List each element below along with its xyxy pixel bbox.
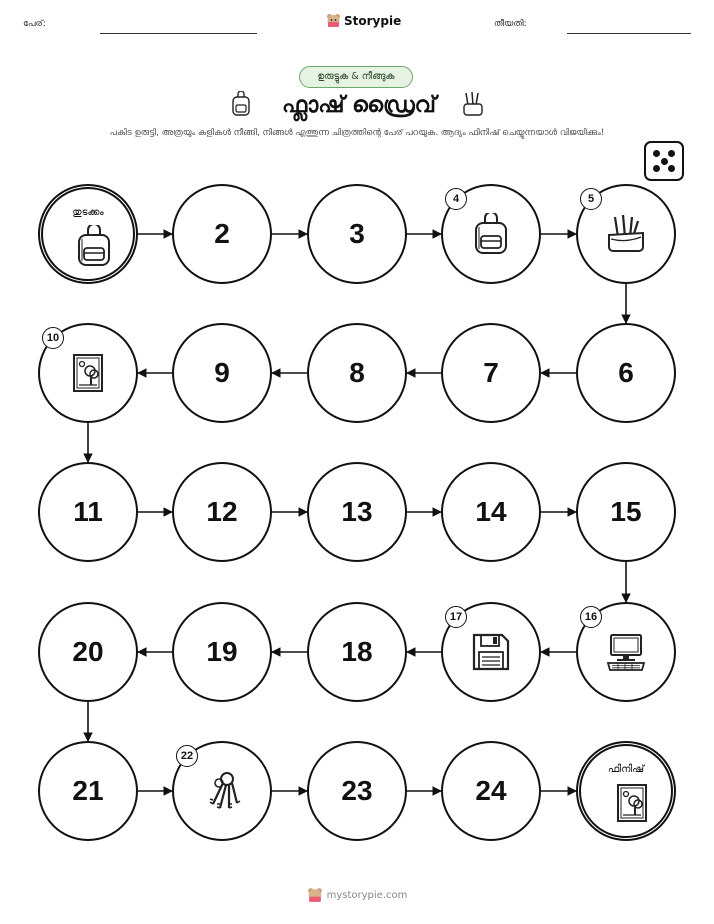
- space-number: 21: [72, 775, 104, 806]
- board-space[interactable]: [38, 462, 138, 562]
- space-number: 23: [341, 775, 373, 806]
- board-finish-space[interactable]: [576, 741, 676, 841]
- board-start-space[interactable]: [38, 184, 138, 284]
- board-space[interactable]: [307, 323, 407, 423]
- picture-icon: [67, 352, 109, 394]
- computer-icon: [605, 631, 647, 673]
- board-space[interactable]: [172, 184, 272, 284]
- title-text: ഫ്ലാഷ് ഡ്രൈവ്: [282, 93, 436, 118]
- space-number-badge: 22: [176, 745, 198, 767]
- footer-site: mystorypie.com: [326, 889, 408, 901]
- board-space[interactable]: [172, 741, 272, 841]
- space-number: 13: [341, 496, 373, 527]
- footer: [0, 887, 714, 903]
- date-label: തീയതി:: [494, 19, 527, 29]
- space-number: 7: [483, 357, 499, 388]
- board-space[interactable]: [307, 462, 407, 562]
- space-number: 19: [206, 636, 238, 667]
- board-space[interactable]: [441, 184, 541, 284]
- board-space[interactable]: [307, 741, 407, 841]
- game-type-pill: ഉരുട്ടുക & നീങ്ങുക: [299, 66, 413, 88]
- board-space[interactable]: [38, 741, 138, 841]
- space-number: 3: [349, 218, 365, 249]
- board-space[interactable]: [576, 602, 676, 702]
- space-number: 8: [349, 357, 365, 388]
- board-space[interactable]: [38, 323, 138, 423]
- space-number: 2: [214, 218, 230, 249]
- board-space[interactable]: [172, 462, 272, 562]
- keys-icon: [201, 770, 243, 812]
- board-space[interactable]: [172, 602, 272, 702]
- space-number: 9: [214, 357, 230, 388]
- board-space[interactable]: [576, 462, 676, 562]
- space-number-badge: 4: [445, 188, 467, 210]
- space-number: 24: [475, 775, 507, 806]
- space-number-badge: 17: [445, 606, 467, 628]
- board-space[interactable]: [172, 323, 272, 423]
- space-number: 20: [72, 636, 104, 667]
- backpack-icon: [470, 213, 512, 255]
- board-space[interactable]: [441, 741, 541, 841]
- bear-logo-icon: [307, 887, 323, 903]
- board-space[interactable]: [576, 323, 676, 423]
- space-number: 6: [618, 357, 634, 388]
- space-number: 12: [206, 496, 238, 527]
- space-number: 14: [475, 496, 507, 527]
- board-space[interactable]: [441, 602, 541, 702]
- floppy-disk-icon: [470, 631, 512, 673]
- board-space[interactable]: [576, 184, 676, 284]
- instructions: പകിട ഉരുട്ടി, അത്രയും കളികൾ നീങ്ങി, നിങ്ങൾ എത്തുന്ന ചിത്രത്തിന്റെ പേര് പറയുക. ആദ്യം ഫിനിഷ് ചെയ്യുന്നയാൾ വിജയിക്കും!: [109, 128, 605, 138]
- backpack-icon: [73, 225, 115, 267]
- brand-name: Storypie: [344, 13, 402, 28]
- board-space[interactable]: [441, 462, 541, 562]
- pencil-case-icon: [605, 213, 647, 255]
- space-number-badge: 10: [42, 327, 64, 349]
- board-space[interactable]: [307, 602, 407, 702]
- board-space[interactable]: [441, 323, 541, 423]
- space-number: 18: [341, 636, 373, 667]
- space-number-badge: 5: [580, 188, 602, 210]
- finish-label: ഫിനിഷ്: [607, 764, 645, 775]
- start-label: തുടക്കം: [72, 207, 104, 218]
- picture-icon: [611, 782, 653, 824]
- name-label: പേര്:: [23, 19, 46, 29]
- board-space[interactable]: [38, 602, 138, 702]
- space-number: 11: [73, 496, 103, 527]
- space-number-badge: 16: [580, 606, 602, 628]
- board-space[interactable]: [307, 184, 407, 284]
- space-number: 15: [610, 496, 642, 527]
